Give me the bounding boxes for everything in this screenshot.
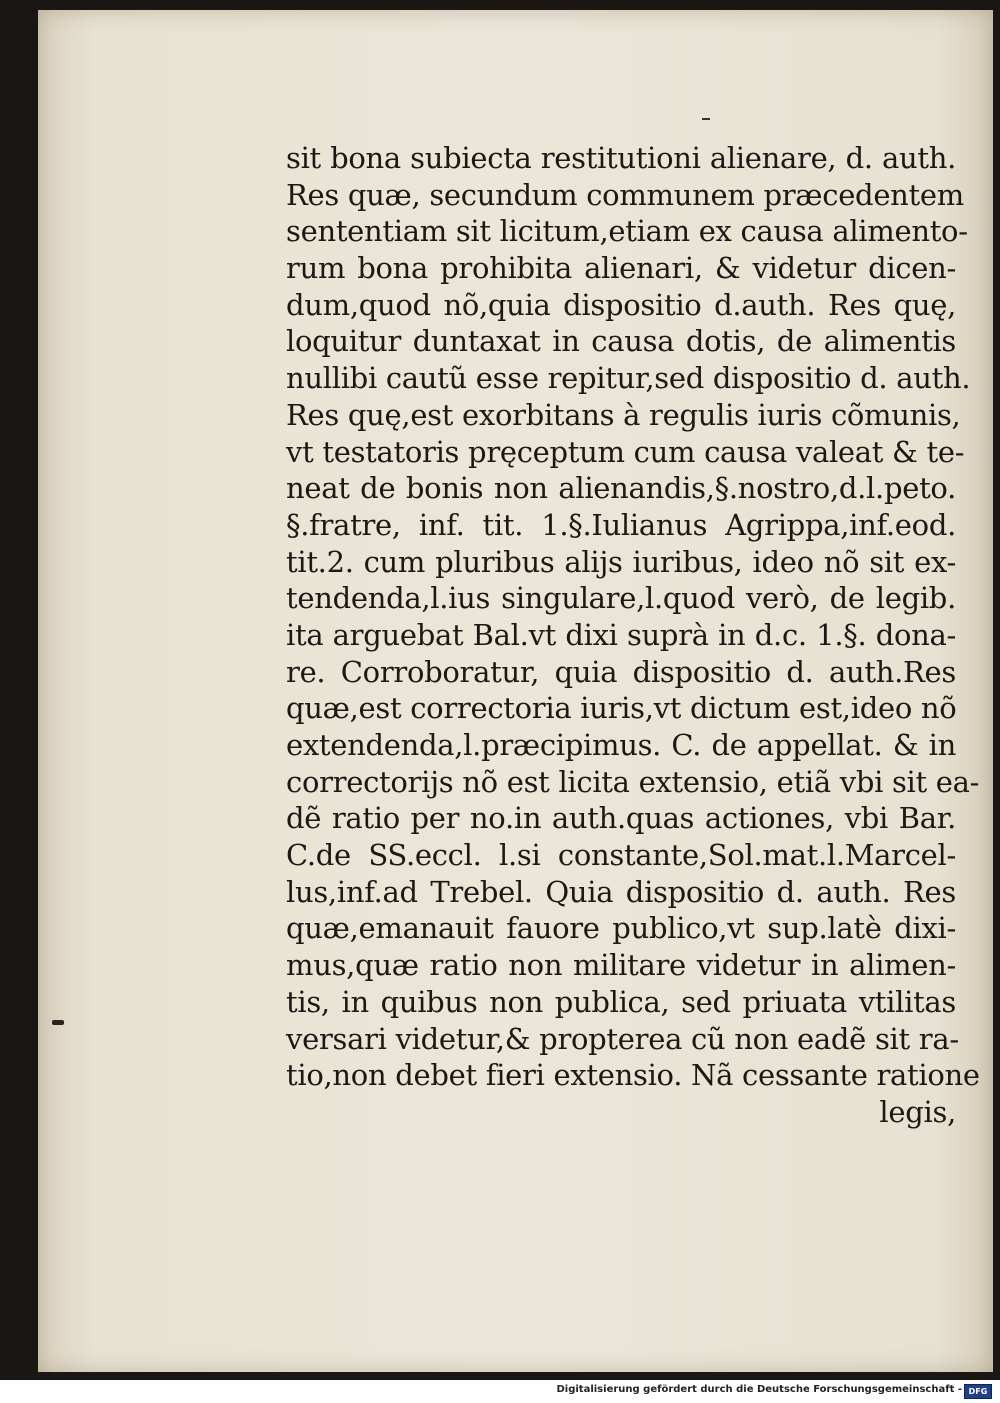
text-line: quæ,est correctoria iuris,vt dictum est,ideo nõ xyxy=(286,691,957,726)
text-line: loquitur duntaxat in causa dotis, de alimentis xyxy=(286,324,956,359)
text-line: versari videtur,& propterea cũ non eadẽ sit ra- xyxy=(286,1021,959,1056)
margin-mark xyxy=(52,1020,64,1025)
text-line: C.de SS.eccl. l.si constante,Sol.mat.l.Marcel- xyxy=(286,838,956,873)
text-line: Res quę,est exorbitans à regulis iuris cõmunis, xyxy=(286,397,961,432)
text-line: dẽ ratio per no.in auth.quas actiones, vbi Bar. xyxy=(286,801,956,836)
text-line: sit bona subiecta restitutioni alienare, d. auth. xyxy=(286,141,956,175)
text-line: lus,inf.ad Trebel. Quia dispositio d. auth. Res xyxy=(286,874,956,909)
text-line: §.fratre, inf. tit. 1.§.Iulianus Agrippa,inf.eod. xyxy=(286,507,956,542)
text-line: correctorijs nõ est licita extensio, etiã vbi sit ea- xyxy=(286,764,980,799)
text-line: mus,quæ ratio non militare videtur in alimen- xyxy=(286,948,956,983)
text-line: Res quæ, secundum communem præcedentem xyxy=(286,177,964,212)
text-line: quæ,emanauit fauore publico,vt sup.latè dixi- xyxy=(286,911,956,946)
dfg-logo[interactable]: DFG xyxy=(964,1384,992,1399)
text-block xyxy=(286,140,980,1131)
text-line: dum,quod nõ,quia dispositio d.auth. Res quę, xyxy=(286,287,956,322)
catchword: legis, xyxy=(879,1094,956,1129)
text-line: tio,non debet fieri extensio. Nã cessante ratione xyxy=(286,1058,980,1093)
text-line: sententiam sit licitum,etiam ex causa alimento- xyxy=(286,214,968,249)
page-mark xyxy=(702,118,710,120)
book-page xyxy=(38,10,993,1372)
text-line: tit.2. cum pluribus alijs iuribus, ideo nõ sit ex- xyxy=(286,544,956,579)
text-line: re. Corroboratur, quia dispositio d. auth.Res xyxy=(286,654,956,689)
footer-bar xyxy=(0,1380,1000,1403)
text-line: tendenda,l.ius singulare,l.quod verò, de legib. xyxy=(286,581,956,616)
text-line: extendenda,l.præcipimus. C. de appellat. & in xyxy=(286,728,956,762)
text-line: tis, in quibus non publica, sed priuata vtilitas xyxy=(286,984,956,1019)
text-line: ita arguebat Bal.vt dixi suprà in d.c. 1.§. dona- xyxy=(286,617,956,652)
funding-credit: Digitalisierung gefördert durch die Deutsche Forschungsgemeinschaft - xyxy=(556,1384,962,1395)
text-line: vt testatoris pręceptum cum causa valeat & te- xyxy=(286,434,965,469)
text-line: neat de bonis non alienandis,§.nostro,d.l.peto. xyxy=(286,471,956,506)
text-line: nullibi cautũ esse repitur,sed dispositio d. auth. xyxy=(286,361,971,396)
text-line: rum bona prohibita alienari, & videtur dicen- xyxy=(286,251,956,286)
